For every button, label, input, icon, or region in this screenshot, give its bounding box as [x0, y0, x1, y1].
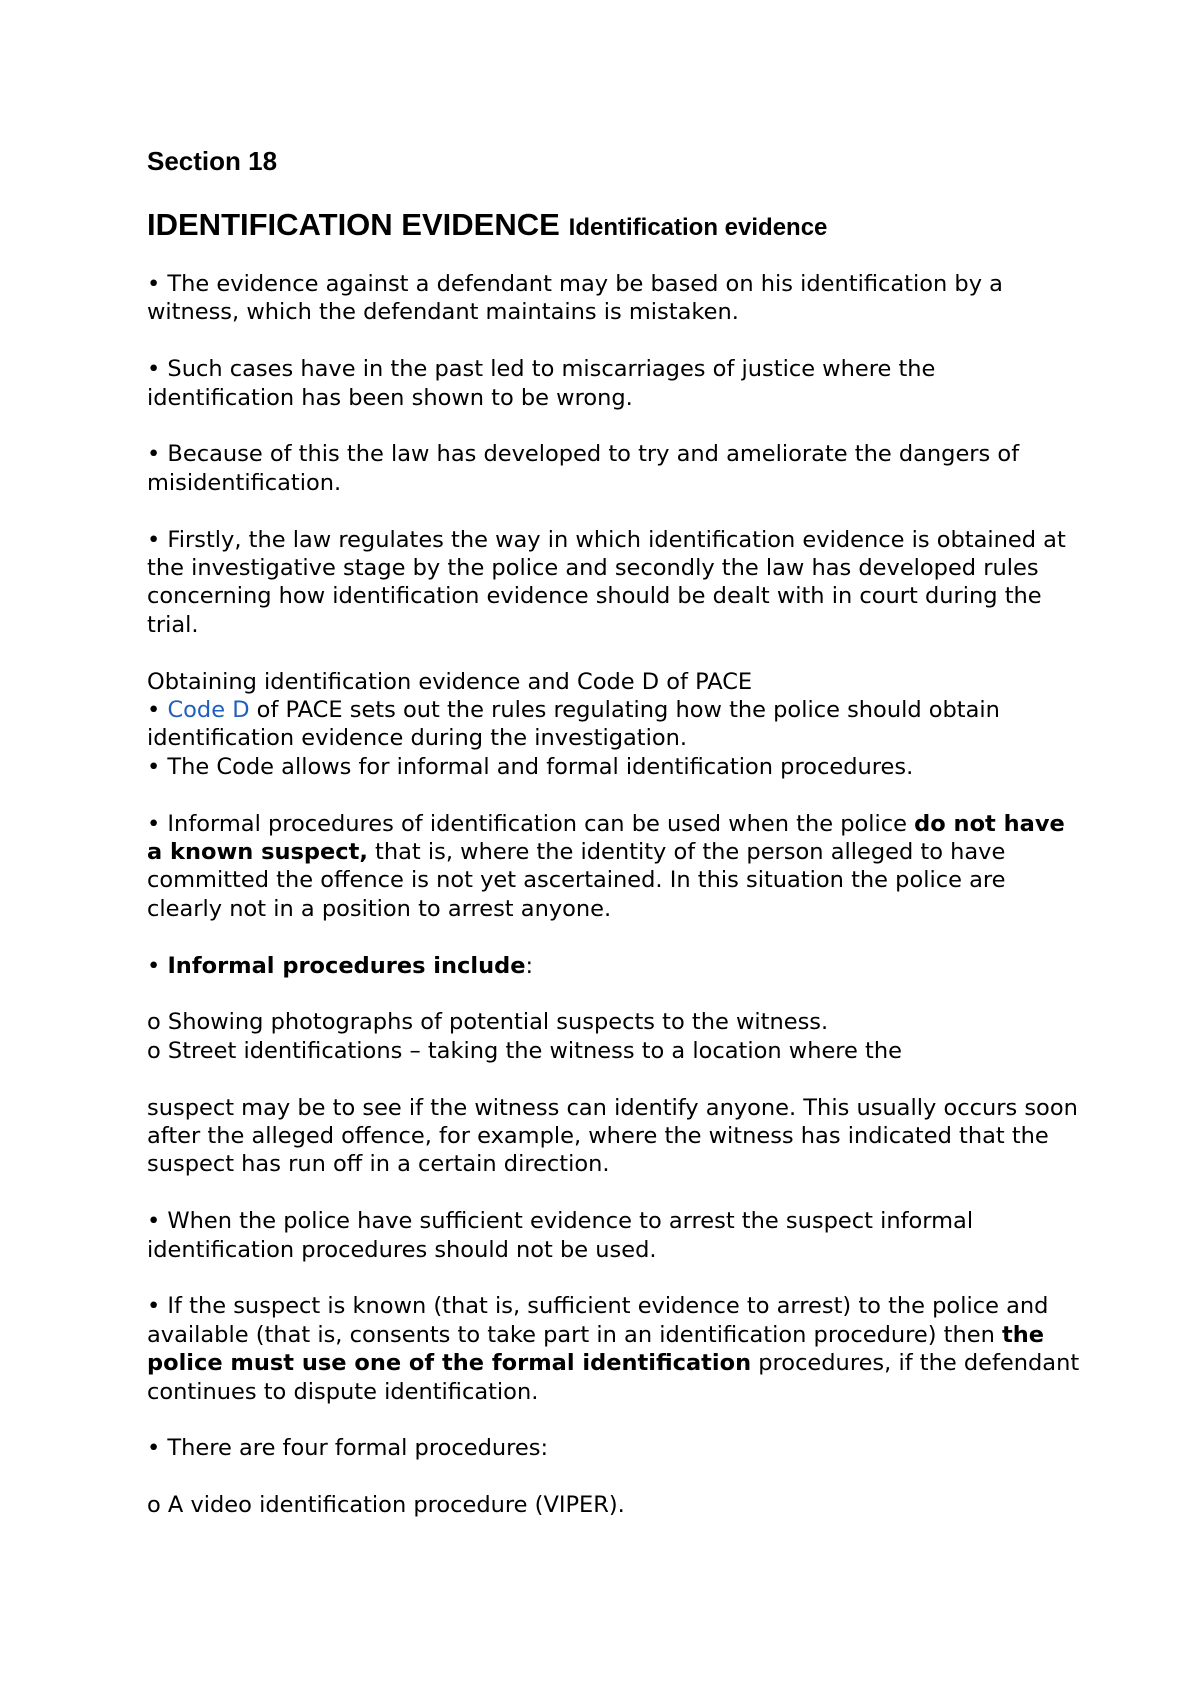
code-d-title: Obtaining identification evidence and Code D of PACE — [147, 668, 753, 695]
include-bold: Informal procedures include — [167, 952, 526, 979]
list-item-photographs: o Showing photographs of potential suspects to the witness. — [147, 1009, 829, 1036]
paragraph-law-developed: • Because of this the law has developed to try and ameliorate the dangers of misidentification. — [147, 441, 1020, 496]
suspect-known-end: procedures, if the defendant continues to dispute identification. — [147, 1350, 1080, 1405]
include-colon: : — [525, 952, 534, 979]
heading-main: IDENTIFICATION EVIDENCE — [147, 207, 560, 242]
list-item-video-identification: o A video identification procedure (VIPER). — [147, 1492, 625, 1519]
paragraph-law-regulates: • Firstly, the law regulates the way in which identification evidence is obtained at the investigative stage by the police and secondly the law has developed rules concerning how identification evidence should be dealt with in court during the trial. — [147, 526, 1066, 638]
paragraph-miscarriages: • Such cases have in the past led to miscarriages of justice where the identification has been shown to be wrong. — [147, 356, 936, 411]
paragraph-suspect-may-be: suspect may be to see if the witness can identify anyone. This usually occurs soon after the alleged offence, for example, where the witness has indicated that the suspect has run off in a certain direction. — [147, 1094, 1078, 1178]
paragraph-informal-procedures — [147, 810, 1087, 924]
code-d-text: of PACE sets out the rules regulating how the police should obtain identification evidence during the investigation. — [147, 697, 1000, 752]
suspect-known-bold: the police must use one of the formal identification — [147, 1321, 1045, 1377]
informal-text-start: • Informal procedures of identification can be used when the police — [147, 810, 915, 837]
code-d-link[interactable]: Code D — [167, 697, 250, 724]
heading-sub: Identification evidence — [568, 214, 828, 241]
paragraph-suspect-known — [147, 1292, 1087, 1406]
code-d-bullet: • — [147, 697, 168, 724]
list-informal-methods — [147, 1008, 1087, 1065]
include-bullet: • — [147, 952, 168, 979]
paragraph-informal-include — [147, 952, 1087, 980]
informal-text-end: that is, where the identity of the person alleged to have committed the offence is not yet ascertained. In this situation the police are clearly not in a position to arrest anyone. — [147, 839, 1006, 922]
document-heading — [147, 205, 827, 247]
paragraph-four-procedures: • There are four formal procedures: — [147, 1435, 549, 1462]
informal-bold-phrase: do not have a known suspect, — [147, 810, 1065, 866]
paragraph-evidence-against: • The evidence against a defendant may be based on his identification by a witness, which the defendant maintains is mistaken. — [147, 271, 1003, 326]
list-item-street-identifications: o Street identifications – taking the witness to a location where the — [147, 1037, 902, 1064]
document-body — [147, 270, 1087, 1520]
code-d-procedures: • The Code allows for informal and formal identification procedures. — [147, 753, 914, 780]
suspect-known-start: • If the suspect is known (that is, sufficient evidence to arrest) to the police and available (that is, consents to take part in an identification procedure) then — [147, 1293, 1049, 1348]
paragraph-sufficient-evidence: • When the police have sufficient evidence to arrest the suspect informal identification procedures should not be used. — [147, 1208, 974, 1263]
paragraph-code-d — [147, 668, 1087, 782]
section-label: Section 18 — [147, 146, 278, 176]
